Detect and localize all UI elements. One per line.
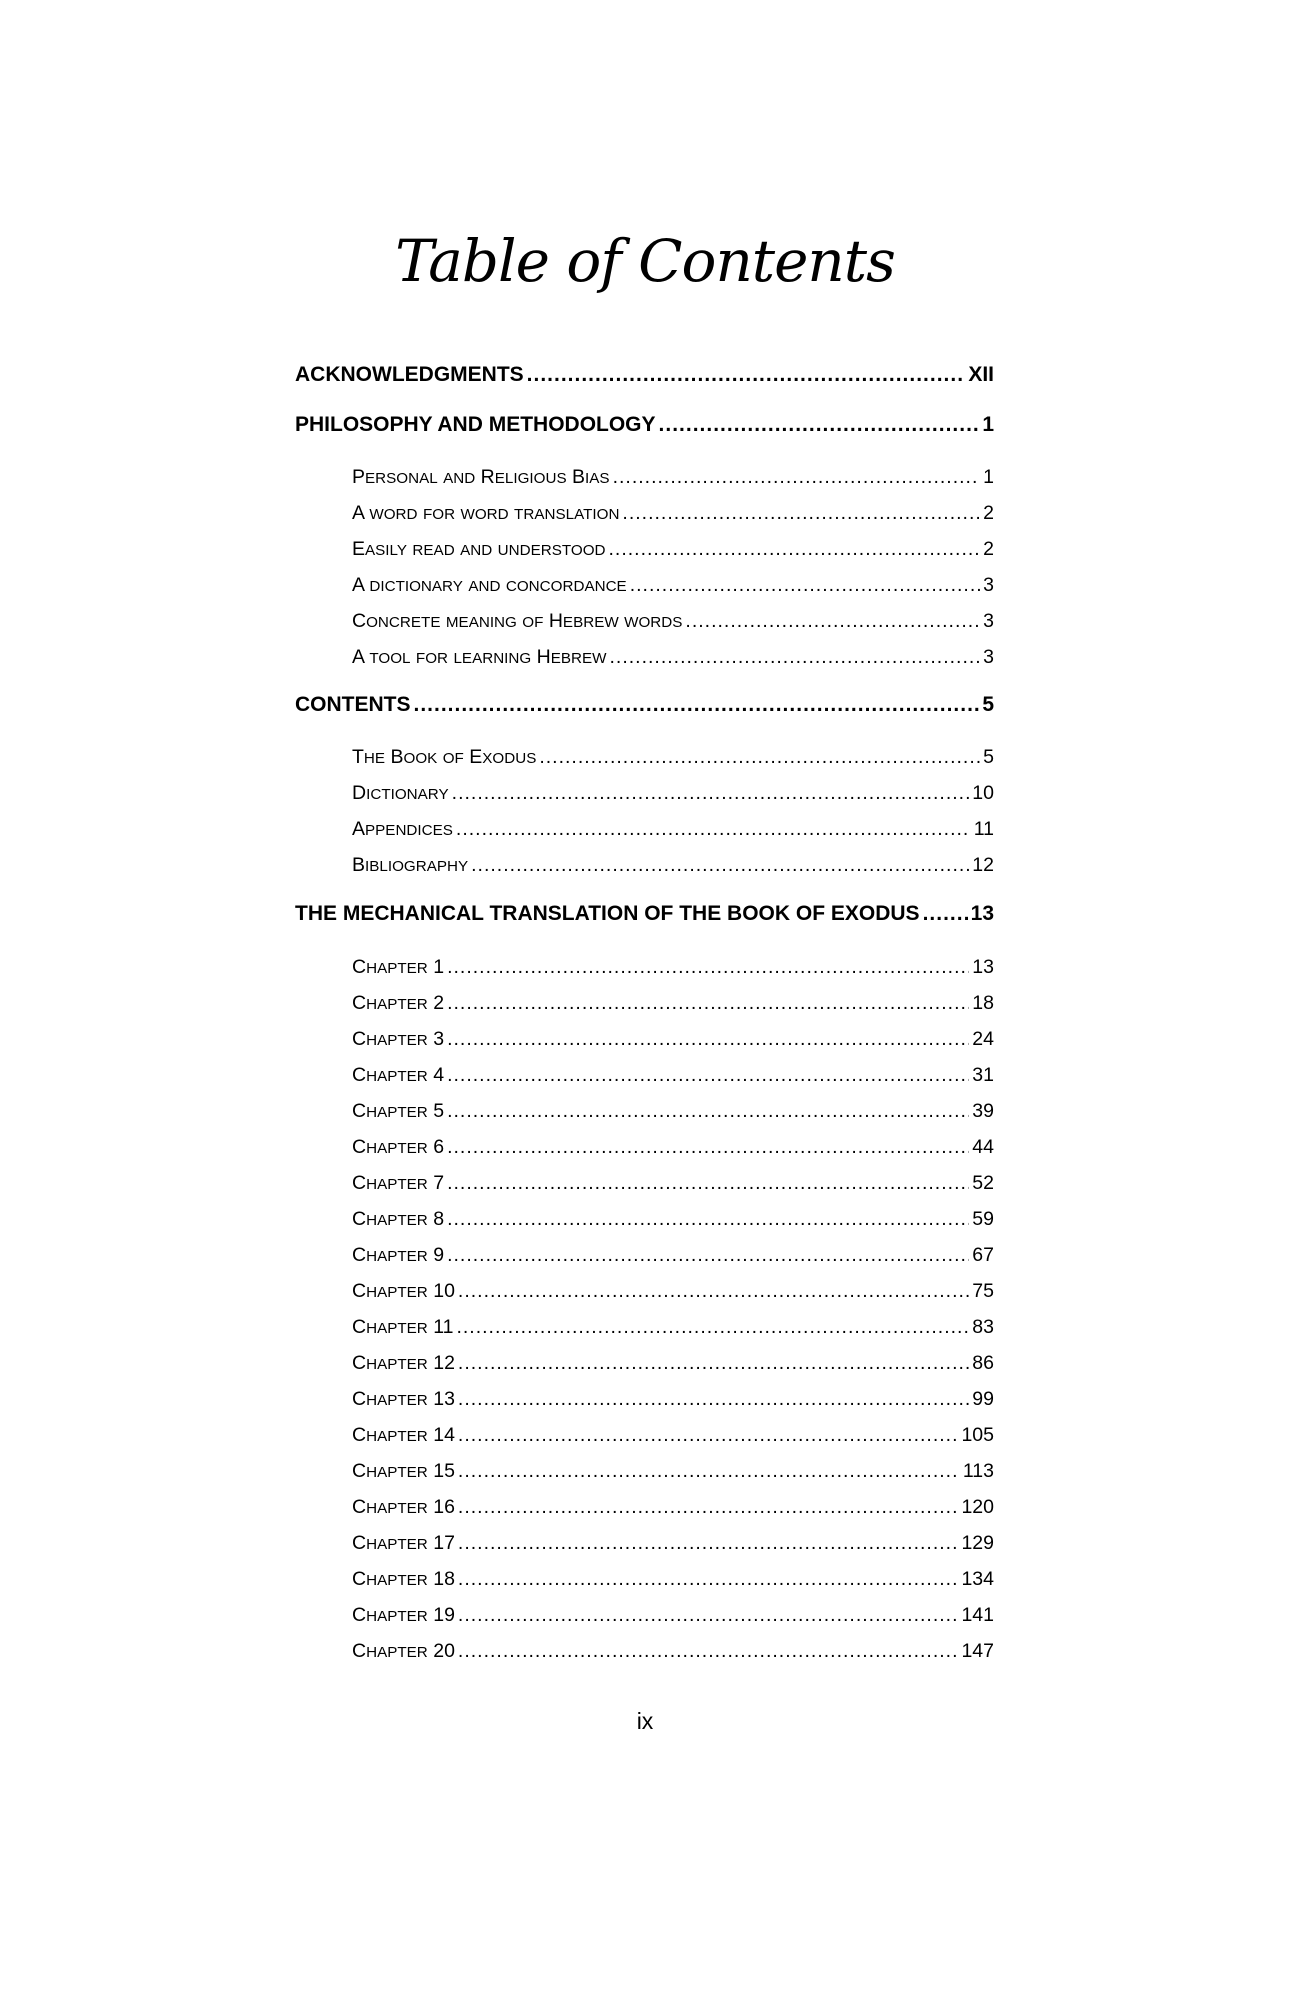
toc-entry-title: A DICTIONARY AND CONCORDANCE [352, 574, 627, 596]
toc-entry-page: 134 [961, 1568, 994, 1590]
toc-entry-title: CHAPTER 6 [352, 1136, 445, 1158]
toc-entry-title: CHAPTER 17 [352, 1532, 455, 1554]
toc-entry-title: CHAPTER 7 [352, 1172, 445, 1194]
toc-entry [352, 992, 994, 1015]
dot-leader [447, 1208, 969, 1231]
toc-entry-page: 113 [962, 1460, 994, 1482]
toc-entry [352, 538, 994, 561]
toc-entry-page: 75 [972, 1280, 994, 1302]
dot-leader [622, 502, 980, 525]
dot-leader [471, 854, 969, 877]
toc-entry [352, 574, 994, 597]
toc-entry [352, 1424, 994, 1447]
toc-entry [352, 1208, 994, 1231]
dot-leader [458, 1640, 959, 1663]
dot-leader [447, 1028, 969, 1051]
toc-entry-title: CHAPTER 11 [352, 1316, 454, 1338]
dot-leader [447, 1136, 969, 1159]
toc-entry-title: PHILOSOPHY AND METHODOLOGY [295, 413, 656, 436]
toc-entry-title: BIBLIOGRAPHY [352, 854, 469, 876]
toc-entry-title: CONTENTS [295, 693, 411, 716]
toc-entry [352, 746, 994, 769]
dot-leader [458, 1604, 959, 1627]
toc-entry [352, 1028, 994, 1051]
toc-entry-page: 83 [972, 1316, 994, 1338]
toc-entry [352, 1244, 994, 1267]
toc-entry [352, 1460, 994, 1483]
dot-leader [414, 693, 980, 717]
dot-leader [458, 1280, 969, 1303]
toc-entry [295, 413, 994, 437]
toc-entry [295, 902, 994, 926]
toc-entry-page: 3 [983, 574, 994, 596]
toc-entry-page: 120 [961, 1496, 994, 1518]
toc-entry-page: 3 [983, 646, 994, 668]
toc-entry-title: CHAPTER 16 [352, 1496, 455, 1518]
page-title: Table of Contents [395, 227, 895, 295]
toc-entry-title: CONCRETE MEANING OF HEBREW WORDS [352, 610, 683, 632]
toc-entry-page: XII [968, 363, 994, 386]
toc-entry-page: 2 [983, 538, 994, 560]
toc-entry [352, 1136, 994, 1159]
dot-leader [458, 1568, 959, 1591]
toc-entry-page: 5 [983, 746, 994, 768]
toc-entry-title: THE MECHANICAL TRANSLATION OF THE BOOK OF EXODUS [295, 902, 920, 925]
dot-leader [458, 1532, 959, 1555]
toc-entry-title: CHAPTER 10 [352, 1280, 455, 1302]
toc-entry [295, 693, 994, 717]
toc-entry-title: CHAPTER 12 [352, 1352, 455, 1374]
dot-leader [539, 746, 980, 769]
toc-entry-title: APPENDICES [352, 818, 453, 840]
toc-entry-title: A TOOL FOR LEARNING HEBREW [352, 646, 607, 668]
dot-leader [447, 1100, 969, 1123]
toc-entry [352, 1100, 994, 1123]
dot-leader [609, 538, 981, 561]
toc-entry [352, 646, 994, 669]
toc-entry-page: 141 [961, 1604, 994, 1626]
toc-entry [352, 502, 994, 525]
toc-entry-title: EASILY READ AND UNDERSTOOD [352, 538, 606, 560]
dot-leader [456, 1316, 969, 1339]
dot-leader [447, 956, 969, 979]
toc-entry-title: CHAPTER 1 [352, 956, 445, 978]
toc-entry-title: CHAPTER 20 [352, 1640, 455, 1662]
toc-entry [352, 1568, 994, 1591]
toc-entry-title: ACKNOWLEDGMENTS [295, 363, 524, 386]
dot-leader [610, 646, 981, 669]
toc-entry [352, 1496, 994, 1519]
toc-entry-page: 52 [972, 1172, 994, 1194]
toc-entry-page: 1 [983, 466, 994, 488]
toc-entry [352, 610, 994, 633]
toc-entry-page: 5 [982, 693, 994, 716]
page-number: ix [636, 1708, 654, 1734]
toc-entry [352, 1388, 994, 1411]
toc-entry-page: 13 [970, 902, 994, 925]
toc-entry-title: CHAPTER 4 [352, 1064, 445, 1086]
dot-leader [456, 818, 971, 841]
toc-entry-title: THE BOOK OF EXODUS [352, 746, 537, 768]
dot-leader [458, 1352, 969, 1375]
toc-entry-title: A WORD FOR WORD TRANSLATION [352, 502, 620, 524]
toc-entry-page: 3 [983, 610, 994, 632]
toc-entry-page: 13 [972, 956, 994, 978]
dot-leader [447, 1244, 969, 1267]
toc-entry-page: 31 [972, 1064, 994, 1086]
toc-entry-page: 147 [961, 1640, 994, 1662]
toc-entry [352, 1280, 994, 1303]
dot-leader [447, 992, 969, 1015]
toc-entry [352, 1064, 994, 1087]
toc-entry-page: 24 [972, 1028, 994, 1050]
toc-entry-title: CHAPTER 9 [352, 1244, 445, 1266]
dot-leader [452, 782, 970, 805]
toc-entry-page: 129 [961, 1532, 994, 1554]
toc-entry [352, 956, 994, 979]
toc-entry [352, 1316, 994, 1339]
toc-entry-page: 1 [982, 413, 994, 436]
dot-leader [458, 1496, 959, 1519]
toc-entry-page: 18 [972, 992, 994, 1014]
dot-leader [630, 574, 980, 597]
toc-entry [352, 1532, 994, 1555]
dot-leader [458, 1388, 969, 1411]
toc-entry-title: CHAPTER 2 [352, 992, 445, 1014]
toc-entry [352, 1172, 994, 1195]
toc-entry-title: CHAPTER 13 [352, 1388, 455, 1410]
dot-leader [447, 1064, 969, 1087]
toc-entry-title: CHAPTER 3 [352, 1028, 445, 1050]
toc-entry-page: 86 [972, 1352, 994, 1374]
toc-entry [352, 782, 994, 805]
toc-entry-page: 99 [972, 1388, 994, 1410]
dot-leader [613, 466, 981, 489]
toc-entry [352, 1640, 994, 1663]
toc-entry-title: CHAPTER 15 [352, 1460, 455, 1482]
toc-entry [352, 818, 994, 841]
toc-entry-title: PERSONAL AND RELIGIOUS BIAS [352, 466, 610, 488]
toc-entry-title: CHAPTER 14 [352, 1424, 455, 1446]
dot-leader [685, 610, 980, 633]
toc-entry-page: 105 [961, 1424, 994, 1446]
toc-entry-page: 10 [972, 782, 994, 804]
toc-entry-title: CHAPTER 8 [352, 1208, 445, 1230]
toc-entry-page: 44 [972, 1136, 994, 1158]
toc-entry-page: 67 [972, 1244, 994, 1266]
toc-entry-page: 39 [972, 1100, 994, 1122]
toc-entry [352, 466, 994, 489]
toc-entry [352, 854, 994, 877]
toc-entry-page: 2 [983, 502, 994, 524]
toc-entry [295, 363, 994, 387]
toc-entry-title: DICTIONARY [352, 782, 449, 804]
toc-entry-page: 12 [972, 854, 994, 876]
toc-entry-title: CHAPTER 5 [352, 1100, 445, 1122]
dot-leader [923, 902, 968, 926]
dot-leader [659, 413, 980, 437]
toc-entry [352, 1352, 994, 1375]
toc-entry-page: 11 [973, 818, 994, 840]
toc-entry-title: CHAPTER 18 [352, 1568, 455, 1590]
dot-leader [458, 1424, 959, 1447]
toc-entry-title: CHAPTER 19 [352, 1604, 455, 1626]
toc-entry [352, 1604, 994, 1627]
toc-entry-page: 59 [972, 1208, 994, 1230]
dot-leader [458, 1460, 960, 1483]
dot-leader [527, 363, 966, 387]
dot-leader [447, 1172, 969, 1195]
